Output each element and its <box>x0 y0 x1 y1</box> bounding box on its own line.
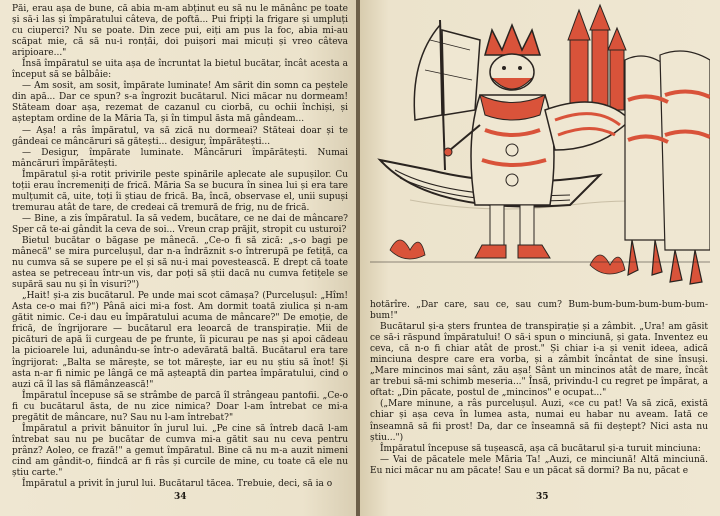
paragraph: Împăratul începuse să tușească, așa că bucătarul și-a turuit minciuna: <box>380 443 701 454</box>
right-page <box>360 0 720 516</box>
paragraph: Însă împăratul se uita așa de încruntat la bietul bucătar, încât acesta a început să se bâlbâie: <box>12 59 348 81</box>
paragraph: („Mare minune, a râs purcelușul. Auzi, «ce cu pat! Va să zică, există chiar și așa ceva în lumea asta, numai eu habar nu aveam. Iată ce înseamnă să fii prost! Da, dar ce înseamnă să fii deștept? Nici asta nu știu...") <box>370 399 708 443</box>
paragraph: „Hait! și-a zis bucătarul. Pe unde mai scot cămașa? (Purcelușul: „Hîm! Asta ce-o mai fi?") Până aici mi-a fost. Am dormit toată ziulica și n-am gătit nimic. Ce-i dau eu împăratului acuma de mâncare?" De emoție, de frică, de îngrijorare — bucătarul era leoarcă de transpirație. Mii de picături de apă îi curgeau de pe frunte, îi picurau pe nas și apoi cădeau la picioarele lui, adunându-se într-o adevărată baltă. Bucătarul era tare îngrijorat: „Balta se mărește, se tot mărește, iar eu nu știu să înot! Și asta n-ar fi nimic pe lângă ce mă așteaptă din partea împăratului, cind o auzi că îl las să flămânzească!" <box>12 291 348 390</box>
paragraph: Păi, erau așa de bune, că abia m-am abținut eu să nu le mănânc pe toate și să-i las și împăratului câteva, de poftă... Pui fripți la frigare și umpluți cu ciuperci? Nu se poate. Din zece pui, eiți am pus la foc, abia mi-au scăpat mie, că să nu-i ronțăi, doi puișori mai micuți și vreo câteva aripioare..." <box>12 4 348 59</box>
paragraph: Bietul bucătar o băgase pe mânecă. „Ce-o fi să zică: „s-o bagi pe mânecă" se mira purcelușul, dar n-a îndrăznit s-o întrerupă pe fetiță, ca nu cumva să se supere pe el și să nu-i mai povestească. E drept că toate astea se petreceau într-un vis, dar poți să știi dacă nu cumva fetițele se supără sau nu și în visuri?") <box>12 235 348 291</box>
paragraph: Împăratul și-a rotit privirile peste spinările aplecate ale supușilor. Cu toții erau încremeniți de frică. Măria Sa se bucura în sinea lui și era tare mulțumit că, uite, toți îi știau de frică. Ba, încă, observase el, unii supuși tremurau atât de tare, de credeai că tremură de frig, nu de frică. <box>12 169 348 213</box>
king-ship-castle-illustration <box>370 0 710 306</box>
paragraph: — Bine, a zis împăratul. Ia să vedem, bucătare, ce ne dai de mâncare? Sper că te-ai gândit la ceva de soi... Vreun crap prăjit, stropit cu usturoi? <box>12 213 348 235</box>
paragraph: hotărîre. „Dar care, sau ce, sau cum? Bum-bum-bum-bum-bum-bum-bum!" <box>370 300 708 322</box>
paragraph: Împăratul a privit în jurul lui. Bucătarul tăcea. Trebuie, deci, să ia o <box>22 479 333 490</box>
right-page-text <box>370 300 708 477</box>
page-number-left: 34 <box>174 492 187 502</box>
paragraph: Bucătarul și-a șters fruntea de transpirație și a zâmbit. „Ura! am găsit ce să-i răspund împăratului! O să-i spun o minciună, și gata. Inventez eu ceva, că n-o fi chiar atât de prost." Și chiar i-a și venit ideea, adică minciuna despre care era vorba, și a zâmbit încântat de sine însuși. „Mare mincinos mai sânt, zău așa! Sânt un mincinos atât de mare, încât ar trebui să-mi schimb meseria..." Însă, privindu-l cu regret pe împărat, a oftat: „Din păcate, postul de „mincinos" e ocupat..." <box>370 322 708 399</box>
paragraph: — Am sosit, am sosit, împărate luminate! Am sărit din somn ca peștele din apă... Dar ce spun? s-a îngrozit bucătarul. Nici măcar nu dormeam! Stăteam doar așa, rezemat de cazanul cu ciorbă, cu ochii închiși, și așteptam ordine de la Măria Ta, și în timpul ăsta mă gândeam... <box>12 81 348 125</box>
left-page <box>0 0 356 516</box>
left-page-text <box>12 4 348 490</box>
paragraph: Împăratul începuse să se strâmbe de parcă îl strângeau pantofii. „Ce-o fi cu bucătarul ăsta, de nu zice nimica? Doar l-am întrebat ce mi-a pregătit de mâncare, nu? Sau nu l-am întrebat?" <box>12 390 348 423</box>
paragraph: — Așa! a râs împăratul, va să zică nu dormeai? Stăteai doar și te gândeai ce mâncăruri să gătești... desigur, împărătești... <box>12 125 348 147</box>
paragraph: Împăratul a privit bănuitor în jurul lui. „Pe cine să întreb dacă l-am întrebat sau nu pe bucătar de cumva mi-a gătit sau nu ceva pentru prânz? Aoleo, ce frază!" a gemut împăratul. Bine că nu m-a auzit nimeni cind am gândit-o, fiindcă ar fi râs și curcile de mine, cu toate că ele nu știu carte." <box>12 423 348 478</box>
paragraph: — Desigur, împărate luminate. Mâncăruri împărătești. Numai mâncăruri împărătești. <box>12 147 348 169</box>
page-number-right: 35 <box>536 492 549 502</box>
paragraph: — Vai de păcatele mele Măria Ta! „Auzi, ce minciună! Altă minciună. Eu nici măcar nu am păcate! Sau e un păcat să dormi? Ba nu, păcat e <box>370 454 708 476</box>
